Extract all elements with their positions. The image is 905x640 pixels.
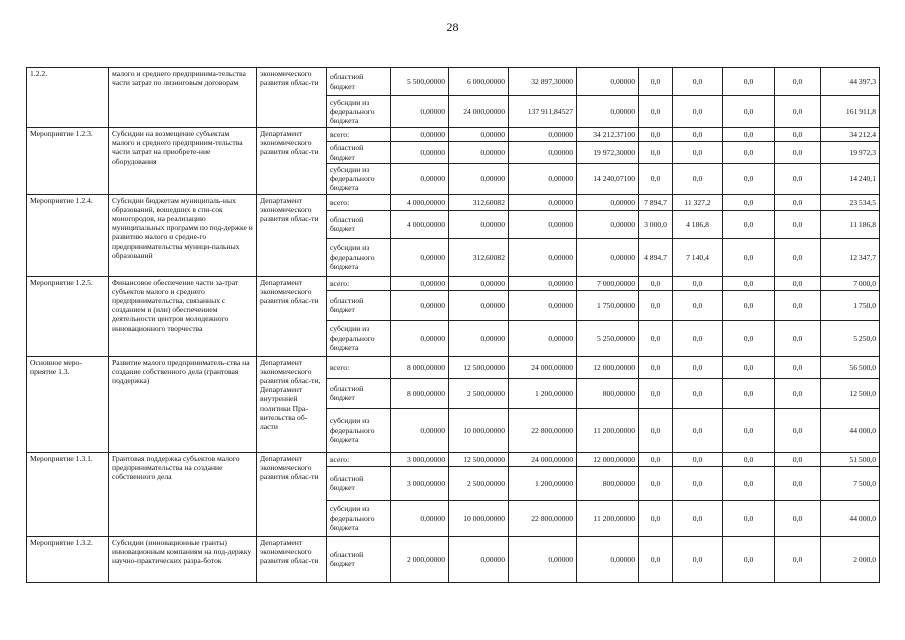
amount-cell: 0,0 [639, 452, 673, 466]
amount-cell: 0,00000 [449, 142, 509, 164]
amount-cell: 0,00000 [577, 210, 639, 238]
amount-cell: 0,0 [639, 536, 673, 582]
amount-cell: 0,00000 [577, 536, 639, 582]
total-cell: 2 000,0 [821, 536, 880, 582]
amount-cell: 24 000,00000 [449, 96, 509, 128]
amount-cell: 0,0 [775, 194, 821, 210]
amount-cell: 0,0 [775, 320, 821, 356]
activity-name: Субсидии бюджетам муниципаль-ных образований, вошедших в спи-сок моногородов, на реализацию муниципальных программ по под-держке и развитию малого и средне-го предпринимательства муници-пальных образований [109, 194, 257, 276]
funding-source: субсидии из федерального бюджета [327, 320, 391, 356]
amount-cell: 0,00000 [391, 290, 449, 320]
amount-cell: 0,0 [639, 142, 673, 164]
amount-cell: 0,00000 [391, 96, 449, 128]
funding-source: областной бюджет [327, 68, 391, 96]
amount-cell: 0,0 [723, 536, 775, 582]
responsible-executor: Департамент экономического развития облас-ти [257, 536, 327, 582]
amount-cell: 0,0 [673, 164, 723, 195]
amount-cell: 10 000,00000 [449, 408, 509, 452]
activity-code: Мероприятие 1.3.1. [27, 452, 109, 536]
amount-cell: 312,60082 [449, 238, 509, 276]
amount-cell: 0,0 [723, 320, 775, 356]
amount-cell: 0,00000 [391, 408, 449, 452]
page-number: 28 [446, 20, 459, 34]
amount-cell: 8 000,00000 [391, 356, 449, 378]
amount-cell: 5 250,00000 [577, 320, 639, 356]
amount-cell: 6 000,00000 [449, 68, 509, 96]
table-row [27, 276, 880, 290]
amount-cell: 0,00000 [577, 194, 639, 210]
activity-name: Развитие малого предприниматель-ства на создание собственного дела (грантовая поддержка) [109, 356, 257, 452]
table-row [27, 356, 880, 378]
total-cell: 1 750,0 [821, 290, 880, 320]
amount-cell: 32 897,30000 [509, 68, 577, 96]
amount-cell: 0,0 [673, 290, 723, 320]
amount-cell: 12 000,00000 [577, 356, 639, 378]
amount-cell: 0,0 [639, 96, 673, 128]
amount-cell: 14 240,07100 [577, 164, 639, 195]
amount-cell: 0,0 [775, 500, 821, 536]
amount-cell: 12 000,00000 [577, 452, 639, 466]
amount-cell: 1 200,00000 [509, 378, 577, 408]
amount-cell: 0,00000 [391, 320, 449, 356]
amount-cell: 1 200,00000 [509, 466, 577, 500]
amount-cell: 3 000,0 [639, 210, 673, 238]
funding-source: субсидии из федерального бюджета [327, 238, 391, 276]
activity-code: 1.2.2. [27, 68, 109, 128]
amount-cell: 0,0 [775, 276, 821, 290]
funding-source: всего: [327, 128, 391, 142]
amount-cell: 0,00000 [391, 164, 449, 195]
total-cell: 12 347,7 [821, 238, 880, 276]
amount-cell: 3 000,00000 [391, 466, 449, 500]
amount-cell: 0,00000 [391, 500, 449, 536]
activity-code: Мероприятие 1.2.4. [27, 194, 109, 276]
amount-cell: 0,0 [723, 290, 775, 320]
amount-cell: 0,0 [723, 466, 775, 500]
total-cell: 51 500,0 [821, 452, 880, 466]
amount-cell: 0,0 [775, 466, 821, 500]
amount-cell: 0,0 [673, 68, 723, 96]
amount-cell: 0,0 [775, 164, 821, 195]
amount-cell: 0,00000 [449, 210, 509, 238]
funding-source: областной бюджет [327, 536, 391, 582]
responsible-executor: Департамент экономического развития облас-ти, Департамент внутренней политики Пра-вительства об-ласти [257, 356, 327, 452]
table-row [27, 68, 880, 96]
amount-cell: 0,0 [673, 466, 723, 500]
total-cell: 5 250,0 [821, 320, 880, 356]
amount-cell: 312,60082 [449, 194, 509, 210]
amount-cell: 24 000,00000 [509, 356, 577, 378]
amount-cell: 0,0 [639, 164, 673, 195]
amount-cell: 22 800,00000 [509, 408, 577, 452]
amount-cell: 0,0 [639, 408, 673, 452]
funding-source: субсидии из федерального бюджета [327, 408, 391, 452]
activity-name: Грантовая поддержка субъектов малого предпринимательства на создание собственного дела [109, 452, 257, 536]
table-row [27, 452, 880, 466]
total-cell: 12 500,0 [821, 378, 880, 408]
amount-cell: 0,0 [639, 466, 673, 500]
amount-cell: 0,0 [775, 536, 821, 582]
amount-cell: 0,0 [723, 356, 775, 378]
total-cell: 44 000,0 [821, 500, 880, 536]
activity-name: Субсидии на возмещение субъектам малого и среднего предприним-тельства части затрат на приобрете-ние оборудования [109, 128, 257, 195]
amount-cell: 0,00000 [509, 164, 577, 195]
amount-cell: 0,0 [673, 276, 723, 290]
total-cell: 56 500,0 [821, 356, 880, 378]
amount-cell: 0,0 [775, 210, 821, 238]
activity-code: Основное меро-приятие 1.3. [27, 356, 109, 452]
amount-cell: 0,00000 [509, 290, 577, 320]
amount-cell: 0,00000 [577, 96, 639, 128]
amount-cell: 800,00000 [577, 378, 639, 408]
amount-cell: 4 894,7 [639, 238, 673, 276]
responsible-executor: Департамент экономического развития облас-ти [257, 452, 327, 536]
amount-cell: 0,0 [639, 68, 673, 96]
amount-cell: 11 200,00000 [577, 500, 639, 536]
activity-code: Мероприятие 1.2.5. [27, 276, 109, 356]
amount-cell: 4 186,8 [673, 210, 723, 238]
amount-cell: 0,0 [775, 68, 821, 96]
amount-cell: 0,0 [723, 378, 775, 408]
amount-cell: 0,0 [775, 142, 821, 164]
funding-source: всего: [327, 194, 391, 210]
responsible-executor: Департамент экономического развития облас-ти [257, 128, 327, 195]
amount-cell: 7 894,7 [639, 194, 673, 210]
amount-cell: 24 000,00000 [509, 452, 577, 466]
amount-cell: 0,0 [723, 194, 775, 210]
funding-source: областной бюджет [327, 378, 391, 408]
amount-cell: 0,0 [673, 536, 723, 582]
amount-cell: 0,00000 [509, 194, 577, 210]
amount-cell: 0,0 [673, 356, 723, 378]
amount-cell: 0,0 [775, 378, 821, 408]
total-cell: 11 186,8 [821, 210, 880, 238]
funding-source: субсидии из федерального бюджета [327, 164, 391, 195]
amount-cell: 0,0 [775, 128, 821, 142]
amount-cell: 0,0 [673, 500, 723, 536]
amount-cell: 7 140,4 [673, 238, 723, 276]
amount-cell: 0,0 [639, 290, 673, 320]
amount-cell: 0,00000 [509, 276, 577, 290]
amount-cell: 0,0 [723, 142, 775, 164]
amount-cell: 0,00000 [509, 536, 577, 582]
amount-cell: 4 000,00000 [391, 194, 449, 210]
amount-cell: 0,00000 [449, 290, 509, 320]
amount-cell: 0,0 [723, 96, 775, 128]
amount-cell: 0,00000 [509, 320, 577, 356]
funding-source: всего: [327, 356, 391, 378]
amount-cell: 0,00000 [577, 238, 639, 276]
funding-source: областной бюджет [327, 290, 391, 320]
activity-name: малого и среднего предпринима-тельства части затрат по лизинговым договорам [109, 68, 257, 128]
amount-cell: 0,00000 [449, 536, 509, 582]
total-cell: 19 972,3 [821, 142, 880, 164]
amount-cell: 0,0 [775, 290, 821, 320]
amount-cell: 800,00000 [577, 466, 639, 500]
amount-cell: 0,00000 [577, 68, 639, 96]
amount-cell: 0,0 [775, 238, 821, 276]
amount-cell: 0,0 [639, 276, 673, 290]
activity-code: Мероприятие 1.3.2. [27, 536, 109, 582]
funding-source: областной бюджет [327, 142, 391, 164]
amount-cell: 0,0 [673, 142, 723, 164]
amount-cell: 0,0 [723, 68, 775, 96]
amount-cell: 0,0 [723, 128, 775, 142]
amount-cell: 0,0 [673, 320, 723, 356]
amount-cell: 0,0 [723, 452, 775, 466]
amount-cell: 0,00000 [509, 142, 577, 164]
total-cell: 161 911,8 [821, 96, 880, 128]
amount-cell: 0,0 [673, 96, 723, 128]
amount-cell: 0,00000 [509, 210, 577, 238]
amount-cell: 0,0 [639, 128, 673, 142]
amount-cell: 0,0 [775, 356, 821, 378]
amount-cell: 0,00000 [391, 276, 449, 290]
amount-cell: 137 911,84527 [509, 96, 577, 128]
budget-table [26, 67, 880, 583]
funding-source: субсидии из федерального бюджета [327, 500, 391, 536]
amount-cell: 12 500,00000 [449, 356, 509, 378]
total-cell: 7 500,0 [821, 466, 880, 500]
funding-source: всего: [327, 452, 391, 466]
total-cell: 44 397,3 [821, 68, 880, 96]
funding-source: областной бюджет [327, 210, 391, 238]
amount-cell: 0,0 [673, 378, 723, 408]
amount-cell: 2 500,00000 [449, 466, 509, 500]
amount-cell: 0,0 [639, 500, 673, 536]
amount-cell: 11 327,2 [673, 194, 723, 210]
amount-cell: 10 000,00000 [449, 500, 509, 536]
funding-source: всего: [327, 276, 391, 290]
table-row [27, 536, 880, 582]
amount-cell: 5 500,00000 [391, 68, 449, 96]
amount-cell: 0,0 [723, 238, 775, 276]
amount-cell: 0,0 [723, 500, 775, 536]
amount-cell: 8 000,00000 [391, 378, 449, 408]
amount-cell: 0,0 [723, 408, 775, 452]
amount-cell: 22 800,00000 [509, 500, 577, 536]
amount-cell: 0,00000 [449, 128, 509, 142]
amount-cell: 0,0 [639, 378, 673, 408]
amount-cell: 12 500,00000 [449, 452, 509, 466]
funding-source: областной бюджет [327, 466, 391, 500]
amount-cell: 1 750,00000 [577, 290, 639, 320]
amount-cell: 34 212,37100 [577, 128, 639, 142]
amount-cell: 0,00000 [449, 276, 509, 290]
amount-cell: 0,0 [723, 276, 775, 290]
responsible-executor: экономического развития облас-ти [257, 68, 327, 128]
amount-cell: 0,00000 [391, 128, 449, 142]
amount-cell: 0,0 [673, 408, 723, 452]
amount-cell: 3 000,00000 [391, 452, 449, 466]
amount-cell: 0,0 [775, 96, 821, 128]
table-row [27, 194, 880, 210]
activity-name: Субсидии (инновационные гранты) инновационным компаниям на под-держку научно-практических разра-боток [109, 536, 257, 582]
amount-cell: 19 972,30000 [577, 142, 639, 164]
total-cell: 34 212,4 [821, 128, 880, 142]
total-cell: 23 534,5 [821, 194, 880, 210]
funding-source: субсидии из федерального бюджета [327, 96, 391, 128]
amount-cell: 0,0 [673, 452, 723, 466]
amount-cell: 0,0 [639, 320, 673, 356]
amount-cell: 0,0 [673, 128, 723, 142]
amount-cell: 0,00000 [391, 142, 449, 164]
amount-cell: 0,0 [639, 356, 673, 378]
total-cell: 44 000,0 [821, 408, 880, 452]
amount-cell: 0,00000 [391, 238, 449, 276]
amount-cell: 0,0 [723, 164, 775, 195]
amount-cell: 0,0 [723, 210, 775, 238]
amount-cell: 11 200,00000 [577, 408, 639, 452]
activity-code: Мероприятие 1.2.3. [27, 128, 109, 195]
activity-name: Финансовое обеспечение части за-трат субъектов малого и среднего предпринимательства, связанных с созданием и (или) обеспечением деятельности центров молодежного инновационного творчества [109, 276, 257, 356]
responsible-executor: Департамент экономического развития облас-ти [257, 194, 327, 276]
amount-cell: 0,0 [775, 408, 821, 452]
amount-cell: 2 000,00000 [391, 536, 449, 582]
total-cell: 14 240,1 [821, 164, 880, 195]
table-body [27, 68, 880, 583]
amount-cell: 0,00000 [509, 128, 577, 142]
amount-cell: 7 000,00000 [577, 276, 639, 290]
amount-cell: 0,00000 [449, 320, 509, 356]
responsible-executor: Департамент экономического развития облас-ти [257, 276, 327, 356]
amount-cell: 0,0 [775, 452, 821, 466]
total-cell: 7 000,0 [821, 276, 880, 290]
amount-cell: 4 000,00000 [391, 210, 449, 238]
amount-cell: 0,00000 [449, 164, 509, 195]
amount-cell: 0,00000 [509, 238, 577, 276]
amount-cell: 2 500,00000 [449, 378, 509, 408]
table-row [27, 128, 880, 142]
